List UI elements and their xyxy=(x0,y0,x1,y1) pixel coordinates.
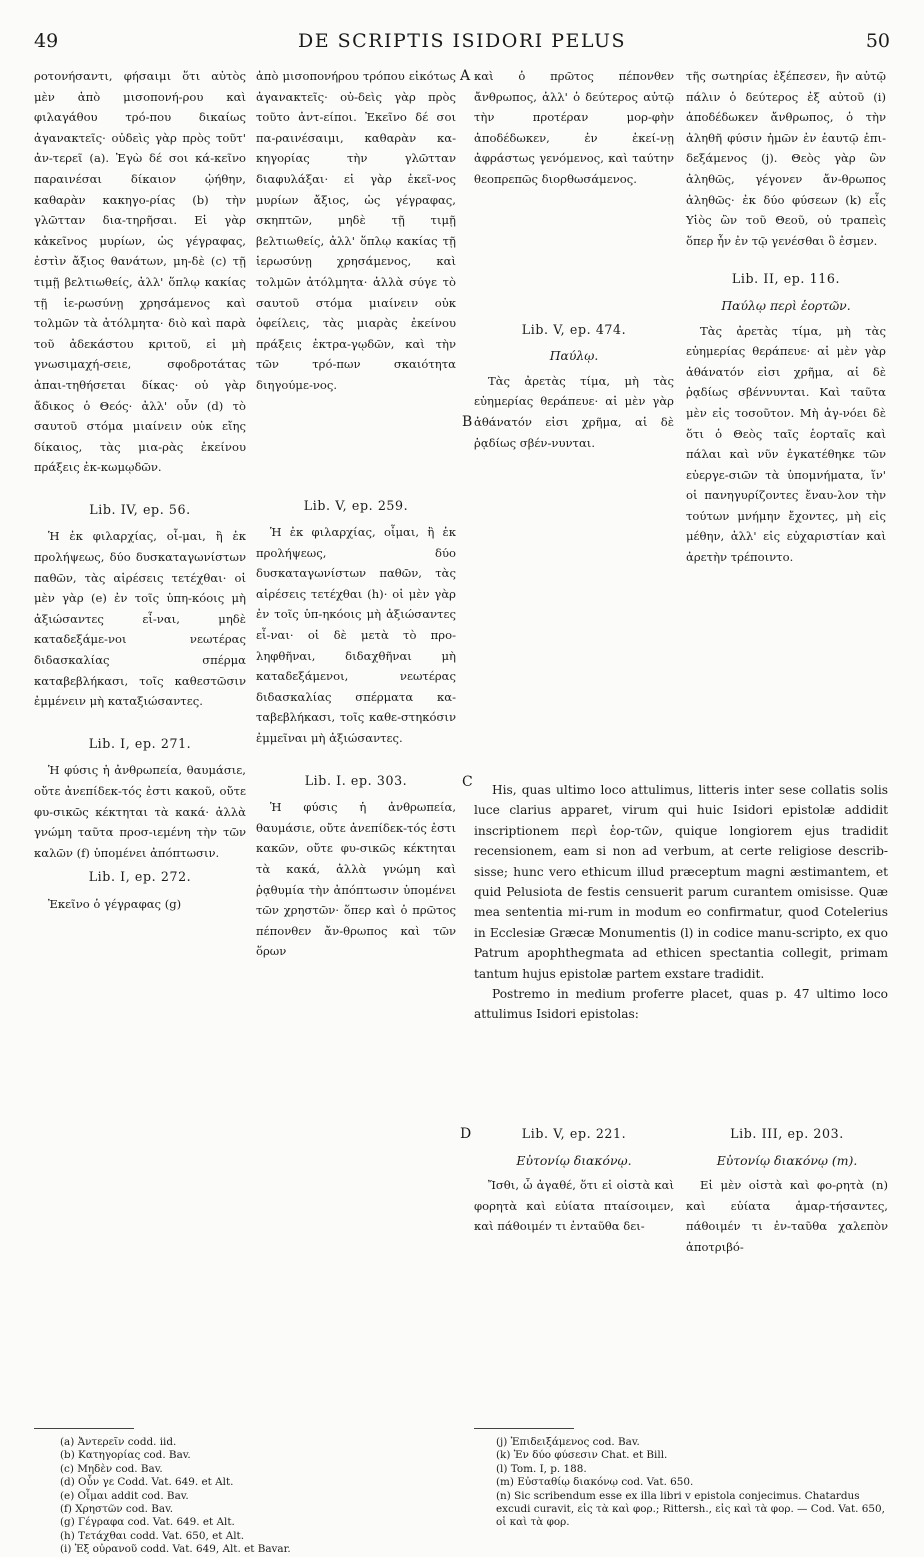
letter-reference: Lib. II, ep. 116. xyxy=(731,271,841,287)
greek-paragraph: ἀπὸ μισοπονήρου τρόπου εἰκότως ἀγανακτεῖς· οὐ-δεὶς γὰρ πρὸς τοῦτο ἀντ-είποι. Ἐκεῖνο δέ σοι πα-ραινέσαιμι, καθαρὰν κα-κηγορίας τὴν γλῶτταν διαφυλάξαι· εἰ γὰρ ἐκεῖ-νος μυρίων ἄξιος, ὡς γέγραφας, σκηπτῶν, μηδὲ τῇ τιμῇ βελτιωθείς, ἀλλ' ὅπλῳ κακίας τῇ ἱερωσύνῃ χρησάμενος, καὶ τολμῶν ἀτόλμητα· ἀλλὰ σύγε τὸ σαυτοῦ στόμα μιαίνειν οὐκ ὀφείλεις, τὰς μιαρὰς ἐκείνου πράξεις ἐκτρα-γῳδῶν, καὶ τὴν τῶν τρό-πων σκαιότητα διηγούμε-νος. xyxy=(256,69,456,392)
footnote: (m) Εὐσταθίῳ διακόνῳ cod. Vat. 650. xyxy=(496,1476,694,1489)
margin-letter-c: C xyxy=(462,774,473,790)
greek-paragraph: Ἐκεῖνο ὁ γέγραφας (g) xyxy=(48,896,182,911)
letter-reference: Lib. V, ep. 474. xyxy=(521,321,627,337)
running-header xyxy=(34,30,890,60)
column-1 xyxy=(34,66,246,915)
letter-recipient: Εὐτονίῳ διακόνῳ (m). xyxy=(716,1152,858,1168)
page-number-right: 50 xyxy=(865,30,890,52)
column-4 xyxy=(686,66,886,568)
letter-recipient: Παύλῳ περὶ ἑορτῶν. xyxy=(721,297,851,313)
margin-letter-d: D xyxy=(460,1126,472,1142)
footnote: (d) Οὖν γε Codd. Vat. 649. et Alt. xyxy=(60,1476,234,1489)
footnote: (e) Οἶμαι addit cod. Bav. xyxy=(60,1489,189,1502)
greek-paragraph: Εἰ μὲν οἰστὰ καὶ φο-ρητὰ (n) καὶ εὐίατα ἁμαρ-τήσαντες, πάθοιμέν τι ἐν-ταῦθα χαλεπὸν ἀποτριβό- xyxy=(686,1178,888,1254)
greek-paragraph: τῆς σωτηρίας ἐξέπεσεν, ἣν αὐτῷ πάλιν ὁ δεύτερος ἐξ αὐτοῦ (i) ἀποδέδωκεν ἄνθρωπος, ὁ τὴν ἀληθῆ φύσιν ἡμῶν ἐν ἑαυτῷ ἐπι-δεξάμενος (j). Θεὸς γὰρ ὢν ἀληθῶς, γέγονεν ἄν-θρωπος ἀληθῶς· ἐκ δύο φύσεων (k) εἷς Υἱὸς ὢν τοῦ Θεοῦ, οὐ τραπεὶς ὅπερ ἦν ἐν τῷ γενέσθαι ὃ ἐσμεν. xyxy=(686,69,886,248)
footnote: (c) Μηδὲν cod. Bav. xyxy=(60,1462,163,1475)
latin-commentary xyxy=(474,780,888,1025)
letter-reference: Lib. III, ep. 203. xyxy=(730,1126,844,1141)
footnotes-left xyxy=(60,1436,460,1557)
footnote: (l) Tom. I, p. 188. xyxy=(496,1462,587,1475)
column-2 xyxy=(256,66,456,962)
greek-paragraph: ροτονήσαντι, φήσαιμι ὅτι αὐτὸς μὲν ἀπὸ μισοπονή-ρου καὶ φιλαγάθου τρό-που δικαίως ἀγανακτεῖς· οὐδεὶς γὰρ πρὸς τοῦτ' ἀν-τερεῖ (a). Ἐγὼ δέ σοι κά-κεῖνο παραινέσαι δίκαιον ᾠήθην, καθαρὰν κακηγο-ρίας (b) τὴν γλῶτταν δια-τηρῆσαι. Εἰ γὰρ κἀκεῖνος μυρίων, ὡς γέγραφας, ἐστὶν ἄξιος θανάτων, μη-δὲ (c) τῇ τιμῇ βελτιωθείς, ἀλλ' ὅπλῳ κακίας τῇ ἱε-ρωσύνῃ χρησάμενος καὶ τολμῶν τὰ ἀτόλμητα· διὸ καὶ παρὰ τοῦ ἀδεκάστου κριτοῦ, εἰ μὴ γνωσιμαχή-σειε, σφοδροτάτας ἀπαι-τηθήσεται δίκας· οὐ γὰρ ἄδικος ὁ Θεός· ἀλλ' οὖν (d) τὸ σαυτοῦ στόμα μιαίνειν οὐκ εἴης δίκαιος, τὰς μια-ρὰς ἐκείνου πράξεις ἐκ-κωμῳδῶν. xyxy=(34,69,246,475)
footnote: (n) Sic scribendum esse ex illa libri v epistola conjecimus. Chatardus excudi curavit, εἰς τὰ καὶ φορ.; Rittersh., εἰς καὶ τὰ φορ. — Cod. Vat. 650, οἱ καὶ τὰ φορ. xyxy=(496,1489,885,1529)
footnote: (a) Ἀντερεῖν codd. iid. xyxy=(60,1436,177,1448)
footnotes-right xyxy=(496,1436,888,1530)
footnote: (f) Χρηστῶν cod. Bav. xyxy=(60,1503,174,1516)
page-number-left: 49 xyxy=(34,30,59,52)
latin-paragraph: His, quas ultimo loco attulimus, litteris inter sese collatis solis luce clarius apparet, virum qui huic Isidori epistolæ addidit inscriptionem περὶ ἑορ-τῶν, quique longiorem ejus tradidit recensionem, eam si non ad verbum, at certe religiose describ-sisse; hunc vero ethicum illud præceptum magni æstimantem, et quid Pelusiota de festis censuerit parum curantem omisisse. Quæ mea sententia mi-rum in modum eo confirmatur, quod Cotelerius in Ecclesiæ Græcæ Monumentis (l) in codice manu-scripto, ex quo Patrum apophthegmata ad ethicen spectantia collegit, primam tantum hujus epistolæ partem exstare tradidit. xyxy=(474,783,888,981)
greek-paragraph: Ἡ ἐκ φιλαρχίας, οἶ-μαι, ἢ ἐκ προλήψεως, δύο δυσκαταγωνίστων παθῶν, τὰς αἱρέσεις τετέχθαι· οἱ μὲν γὰρ (e) ἐν τοῖς ὑπη-κόοις μὴ ἀξιώσαντες εἶ-ναι, μηδὲ καταδεξάμε-νοι νεωτέρας διδασκαλίας σπέρμα καταβεβλήκασι, τοῖς καθεστῶσιν ἐμμένειν μὴ καταξιώσαντες. xyxy=(34,529,246,709)
letter-reference: Lib. V, ep. 221. xyxy=(521,1126,627,1141)
greek-paragraph: καὶ ὁ πρῶτος πέπονθεν ἄνθρωπος, ἀλλ' ὁ δεύτερος αὐτῷ τὴν προτέραν μορ-φὴν ἀποδέδωκεν, ἐν ἐκεί-νῃ ἀφράστως γενόμενος, καὶ ταύτην θεοπρεπῶς διορθωσάμενος. xyxy=(474,69,674,186)
footnote: (k) Ἐν δύο φύσεσιν Chat. et Bill. xyxy=(496,1449,668,1462)
column-3 xyxy=(474,66,674,453)
greek-paragraph: Ἡ φύσις ἡ ἀνθρωπεία, θαυμάσιε, οὔτε ἀνεπίδεκ-τός ἐστι κακοῦ, οὔτε φυ-σικῶς κέκτηται τὰ κακά· ἀλλὰ γνώμη ταῦτα προσ-ιεμένη τὴν τῶν καλῶν (f) ὑπομένει ἀπόπτωσιν. xyxy=(34,763,246,860)
parallel-letter-left xyxy=(474,1124,674,1237)
running-title: DE SCRIPTIS ISIDORI PELUS xyxy=(298,30,626,52)
margin-letter-a: A xyxy=(460,68,471,84)
footnote-rule xyxy=(34,1428,134,1429)
letter-recipient: Εὐτονίῳ διακόνῳ. xyxy=(516,1152,632,1168)
footnote: (j) Ἐπιδειξάμενος cod. Bav. xyxy=(496,1436,640,1448)
parallel-letter-right xyxy=(686,1124,888,1258)
latin-paragraph: Postremo in medium proferre placet, quas p. 47 ultimo loco attulimus Isidori epistolas: xyxy=(474,987,888,1022)
letter-reference: Lib. IV, ep. 56. xyxy=(89,501,191,517)
footnote-rule xyxy=(474,1428,574,1429)
footnote: (b) Κατηγορίας cod. Bav. xyxy=(60,1449,191,1462)
letter-recipient: Παύλῳ. xyxy=(549,348,599,364)
greek-paragraph: Ἴσθι, ὦ ἀγαθέ, ὅτι εἰ οἰστὰ καὶ φορητὰ καὶ εὐίατα πταίσοιμεν, καὶ πάθοιμέν τι ἐνταῦθα δει- xyxy=(474,1178,674,1234)
footnote: (g) Γέγραφα cod. Vat. 649. et Alt. xyxy=(60,1516,235,1529)
greek-paragraph: Τὰς ἀρετὰς τίμα, μὴ τὰς εὐημερίας θεράπευε· αἱ μὲν γὰρ ἀθάνατόν εἰσι χρῆμα, αἱ δὲ ῥᾳδίως σβέν-νυνται. xyxy=(474,373,674,450)
margin-letter-b: B xyxy=(462,414,473,430)
footnote: (i) Ἐξ οὐρανοῦ codd. Vat. 649, Alt. et Bavar. xyxy=(60,1543,291,1556)
greek-paragraph: Ἡ φύσις ἡ ἀνθρωπεία, θαυμάσιε, οὔτε ἀνεπίδεκ-τός ἐστι κακῶν, οὔτε φυ-σικῶς κέκτηται τὰ κακά, ἀλλὰ γνώμη καὶ ῥᾳθυμία τὴν ἀπόπτωσιν ὑπομένει τῶν χρηστῶν· ὅπερ καὶ ὁ πρῶτος πέπονθεν ἄν-θρωπος καὶ τῶν ὅρων xyxy=(256,800,456,959)
greek-paragraph: Ἡ ἐκ φιλαρχίας, οἶμαι, ἢ ἐκ προλήψεως, δύο δυσκαταγωνίστων παθῶν, τὰς αἱρέσεις τετέχθαι (h)· οἱ μὲν γὰρ ἐν τοῖς ὑπ-ηκόοις μὴ ἀξιώσαντες εἶ-ναι· οἱ δὲ μετὰ τὸ προ-ληφθῆναι, διδαχθῆναι μὴ καταδεξάμενοι, νεωτέρας διδασκαλίας σπέρματα κα-ταβεβλήκασι, τοῖς καθε-στηκόσιν ἐμμεῖναι μὴ ἀξιώσαντες. xyxy=(256,525,456,746)
footnote: (h) Τετάχθαι codd. Vat. 650, et Alt. xyxy=(60,1529,245,1542)
letter-reference: Lib. I, ep. 272. xyxy=(88,869,192,885)
letter-reference: Lib. I. ep. 303. xyxy=(304,772,408,788)
greek-paragraph: Τὰς ἀρετὰς τίμα, μὴ τὰς εὐημερίας θεράπευε· αἱ μὲν γὰρ ἀθάνατόν εἰσι χρῆμα, αἱ δὲ ῥᾳδίως σβέννυνται. Καὶ ταῦτα μὲν εἰς τοσοῦτον. Μὴ ἀγ-νόει δὲ ὅτι ὁ Θεὸς ταῖς ἑορταῖς καὶ πάλαι καὶ νῦν ἐγκατέθηκε τῶν εὐεργε-σιῶν τὰ ὑπομνήματα, ἵν' οἱ πανηγυρίζοντες ἔναυ-λον τὴν τούτων μνήμην ἔχοντες, μὴ εἰς μέθην, ἀλλ' εἰς εὐχαριστίαν καὶ ἀρετὴν τρέποιντο. xyxy=(686,323,886,565)
letter-reference: Lib. V, ep. 259. xyxy=(303,497,409,513)
letter-reference: Lib. I, ep. 271. xyxy=(88,735,192,751)
